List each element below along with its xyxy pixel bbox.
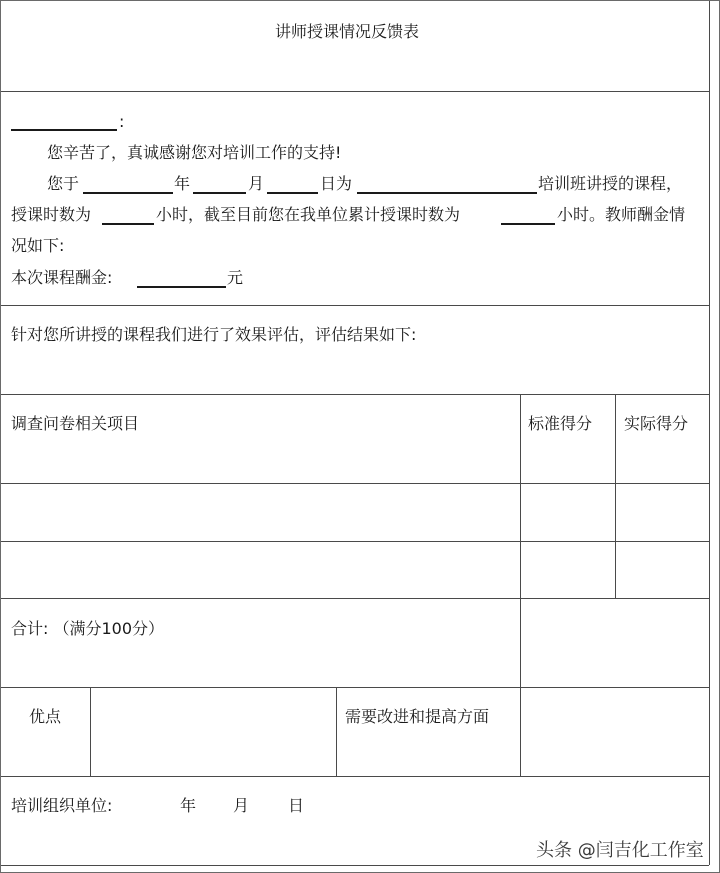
footer-year-label: 年	[180, 796, 197, 815]
col-divider-actual	[615, 394, 616, 598]
month-blank[interactable]	[193, 192, 246, 194]
class-course-label: 培训班讲授的课程，	[538, 174, 683, 193]
divider-eval	[1, 394, 709, 395]
footer-day-label: 日	[288, 796, 305, 815]
form-title: 讲师授课情况反馈表	[275, 22, 420, 41]
recipient-name-blank[interactable]	[11, 129, 117, 131]
watermark-prefix: 头条	[536, 840, 572, 861]
col-divider-improve	[336, 687, 337, 776]
class-name-blank[interactable]	[357, 192, 537, 194]
strengths-label: 优点	[29, 707, 62, 726]
hours-label: 授课时数为	[11, 205, 92, 224]
total-label: 合计: （满分100分）	[11, 619, 165, 638]
org-label: 培训组织单位:	[11, 796, 113, 815]
col-header-standard: 标准得分	[528, 414, 593, 433]
footer-month-label: 月	[233, 796, 250, 815]
evaluation-intro: 针对您所讲授的课程我们进行了效果评估，评估结果如下:	[11, 325, 417, 344]
col-divider-standard	[520, 394, 521, 776]
divider-bottom	[1, 865, 709, 866]
day-label: 日为	[320, 174, 353, 193]
watermark-handle: @闫吉化工作室	[577, 840, 704, 861]
improve-label: 需要改进和提高方面	[345, 707, 490, 726]
year-blank[interactable]	[83, 192, 173, 194]
divider-header-row	[1, 483, 709, 484]
fee-unit: 元	[227, 268, 244, 287]
cumulative-hours-label: 小时，截至目前您在我单位累计授课时数为	[156, 205, 461, 224]
cumulative-hours-blank[interactable]	[501, 223, 555, 225]
day-blank[interactable]	[267, 192, 318, 194]
greeting-text: 您辛苦了，真诚感谢您对培训工作的支持!	[47, 143, 342, 162]
divider-row-1	[1, 541, 709, 542]
fee-blank[interactable]	[137, 286, 226, 288]
fee-intro-label: 小时。教师酬金情	[557, 205, 686, 224]
divider-row-2	[1, 598, 709, 599]
divider-total	[1, 687, 709, 688]
divider-strengths	[1, 776, 709, 777]
col-header-actual: 实际得分	[624, 414, 689, 433]
fee-intro-continued: 况如下:	[11, 236, 65, 255]
hours-blank[interactable]	[102, 223, 154, 225]
divider-fee	[1, 305, 709, 306]
date-intro-label: 您于	[47, 174, 80, 193]
recipient-colon: :	[119, 112, 125, 131]
col-divider-strengths	[90, 687, 91, 776]
frame-right-border	[709, 1, 710, 865]
fee-label: 本次课程酬金:	[11, 268, 113, 287]
col-header-item: 调查问卷相关项目	[11, 414, 140, 433]
watermark	[536, 836, 704, 862]
month-label: 月	[248, 174, 265, 193]
divider-title	[1, 91, 709, 92]
year-label: 年	[174, 174, 191, 193]
